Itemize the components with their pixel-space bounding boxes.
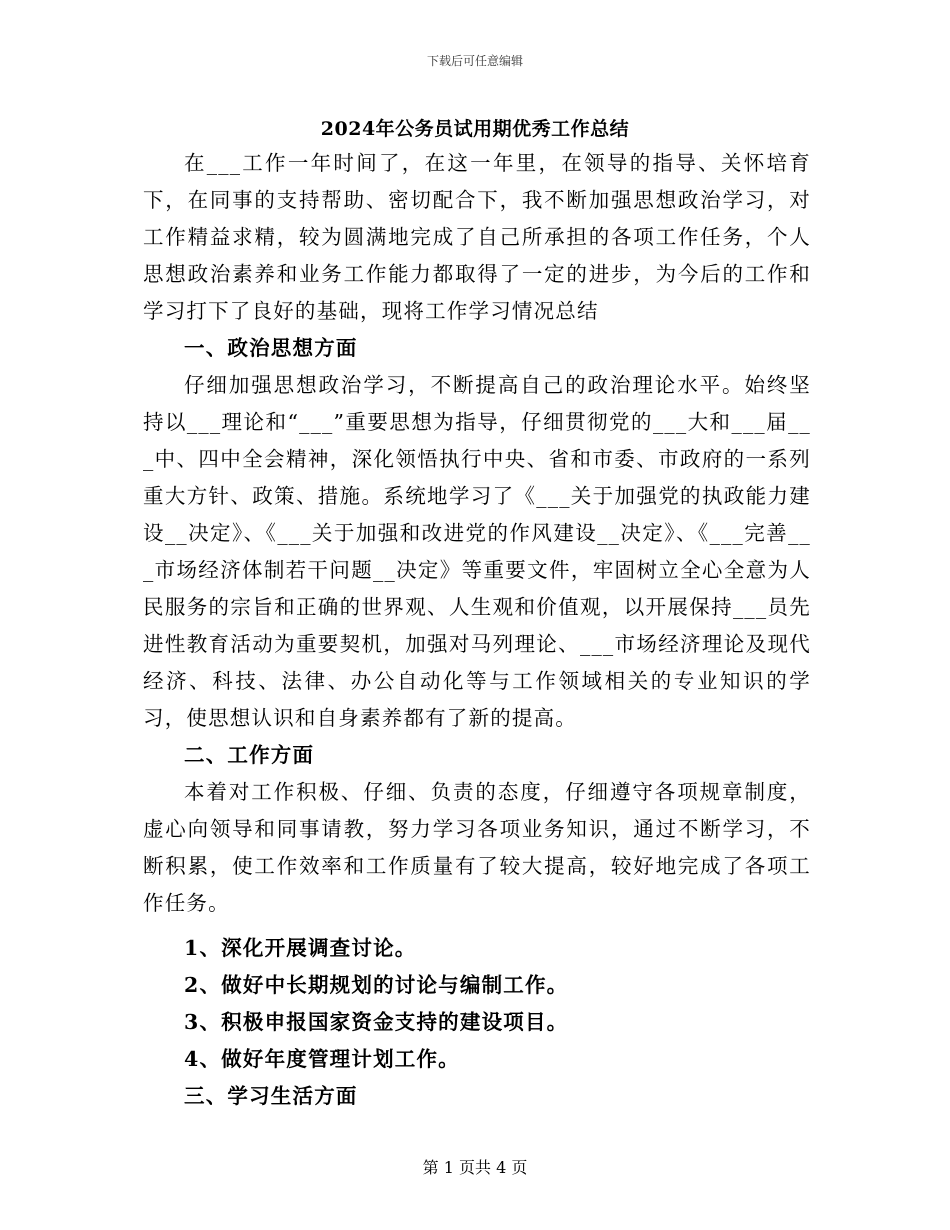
list-item: 1、深化开展调查讨论。 — [184, 936, 417, 960]
document-body — [143, 145, 811, 1115]
section-body-political: 仔细加强思想政治学习，不断提高自己的政治理论水平。始终坚持以___理论和“___”重要思想为指导，仔细贯彻党的___大和___届___中、四中全会精神，深化领悟执行中央、省和市委、市政府的一系列重大方针、政策、措施。系统地学习了《___关于加强党的执政能力建设__决定》、《___关于加强和改进党的作风建设__决定》、《___完善___市场经济体制若干问题__决定》等重要文件，牢固树立全心全意为人民服务的宗旨和正确的世界观、人生观和价值观，以开展保持___员先进性教育活动为重要契机，加强对马列理论、___市场经济理论及现代经济、科技、法律、办公自动化等与工作领域相关的专业知识的学习，使思想认识和自身素养都有了新的提高。 — [143, 373, 811, 730]
list-item: 2、做好中长期规划的讨论与编制工作。 — [184, 973, 569, 997]
list-item: 3、积极申报国家资金支持的建设项目。 — [184, 1010, 569, 1034]
section-heading-work: 二、工作方面 — [184, 743, 315, 767]
section-heading-study-life: 三、学习生活方面 — [184, 1084, 358, 1108]
header-note: 下载后可任意编辑 — [426, 54, 523, 68]
section-heading-political: 一、政治思想方面 — [184, 336, 358, 360]
page-footer: 第 1 页共 4 页 — [422, 1158, 528, 1177]
list-item: 4、做好年度管理计划工作。 — [184, 1047, 460, 1071]
intro-paragraph: 在___工作一年时间了，在这一年里，在领导的指导、关怀培育下，在同事的支持帮助、密切配合下，我不断加强思想政治学习，对工作精益求精，较为圆满地完成了自己所承担的各项工作任务，个人思想政治素养和业务工作能力都取得了一定的进步，为今后的工作和学习打下了良好的基础，现将工作学习情况总结 — [143, 151, 811, 323]
document-title: 2024年公务员试用期优秀工作总结 — [320, 118, 630, 140]
section-body-work: 本着对工作积极、仔细、负责的态度，仔细遵守各项规章制度，虚心向领导和同事请教，努力学习各项业务知识，通过不断学习，不断积累，使工作效率和工作质量有了较大提高，较好地完成了各项工作任务。 — [143, 780, 811, 915]
